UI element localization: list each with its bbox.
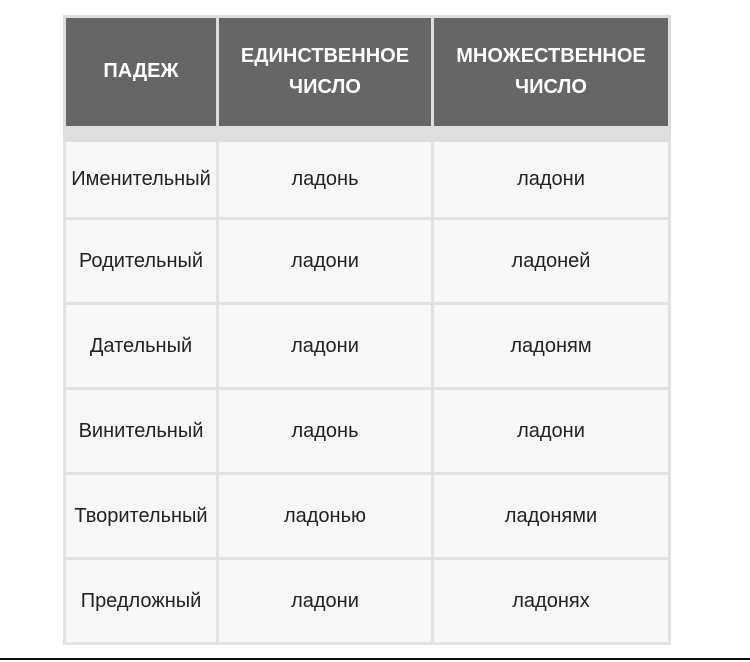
bottom-divider <box>0 658 750 660</box>
table-row <box>65 559 670 644</box>
declension-table-container <box>63 15 668 645</box>
table-row <box>65 389 670 474</box>
plural-form: ладоней <box>433 219 670 304</box>
header-singular: ЕДИНСТВЕННОЕ ЧИСЛО <box>218 17 433 134</box>
singular-form: ладони <box>218 559 433 644</box>
table-row <box>65 304 670 389</box>
singular-form: ладони <box>218 219 433 304</box>
table-row <box>65 474 670 559</box>
plural-form: ладоням <box>433 304 670 389</box>
case-name: Родительный <box>65 219 218 304</box>
header-plural: МНОЖЕСТВЕННОЕ ЧИСЛО <box>433 17 670 134</box>
singular-form: ладонь <box>218 134 433 219</box>
case-name: Именительный <box>65 134 218 219</box>
singular-form: ладонью <box>218 474 433 559</box>
table-body <box>65 134 670 644</box>
case-name: Предложный <box>65 559 218 644</box>
singular-form: ладонь <box>218 389 433 474</box>
table-header <box>65 17 670 134</box>
singular-form: ладони <box>218 304 433 389</box>
case-name: Творительный <box>65 474 218 559</box>
table-row <box>65 219 670 304</box>
plural-form: ладони <box>433 134 670 219</box>
table-row <box>65 134 670 219</box>
header-case: ПАДЕЖ <box>65 17 218 134</box>
case-name: Винительный <box>65 389 218 474</box>
header-row <box>65 17 670 134</box>
plural-form: ладони <box>433 389 670 474</box>
plural-form: ладонях <box>433 559 670 644</box>
case-name: Дательный <box>65 304 218 389</box>
declension-table <box>63 15 671 645</box>
plural-form: ладонями <box>433 474 670 559</box>
